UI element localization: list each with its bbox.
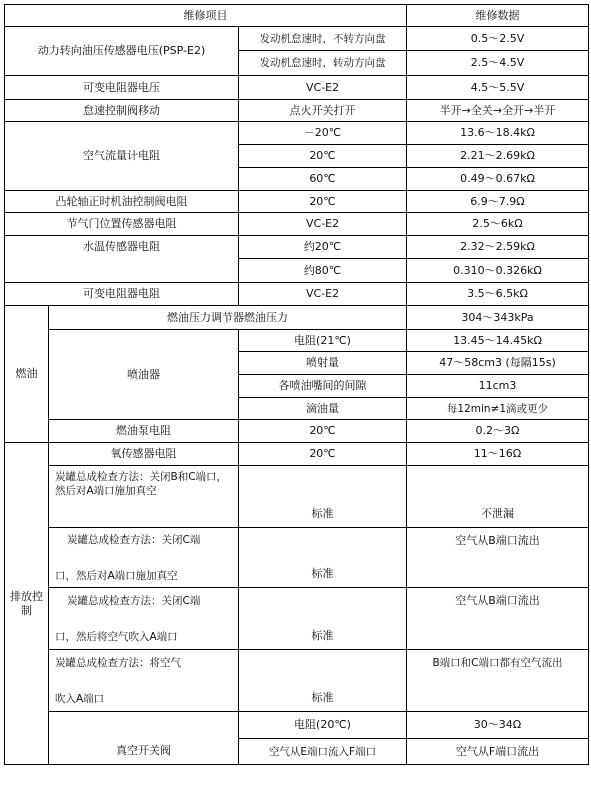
condition-cell: VC-E2 <box>239 283 407 306</box>
header-item: 维修项目 <box>5 5 407 27</box>
condition-cell: 发动机怠速时，不转方向盘 <box>239 27 407 51</box>
group-label-fuel: 燃油 <box>5 306 49 443</box>
value-cell: 半开→全关→全开→半开 <box>407 100 589 122</box>
item-cell: 节气门位置传感器电阻 <box>5 213 239 236</box>
table-row <box>5 650 589 712</box>
canister-check-text <box>49 528 239 588</box>
value-cell: 47～58cm3 (每隔15s) <box>407 352 589 375</box>
condition-cell: 各喷油嘴间的间隙 <box>239 375 407 398</box>
value-cell: 空气从B端口流出 <box>407 588 589 650</box>
value-cell: 空气从B端口流出 <box>407 528 589 588</box>
condition-cell: 20℃ <box>239 191 407 213</box>
condition-cell: 标准 <box>239 588 407 650</box>
table-row <box>5 213 589 236</box>
value-cell: 0.2～3Ω <box>407 420 589 443</box>
canister-check-text <box>49 650 239 712</box>
value-cell: 0.5～2.5V <box>407 27 589 51</box>
table-row <box>5 76 589 100</box>
group-label-emission: 排放控制 <box>5 443 49 765</box>
value-cell: 2.21～2.69kΩ <box>407 145 589 168</box>
item-cell: 怠速控制阀移动 <box>5 100 239 122</box>
value-cell: 2.32～2.59kΩ <box>407 236 589 259</box>
value-cell: 空气从F端口流出 <box>407 739 589 765</box>
canister-check-line-1: 炭罐总成检查方法：关闭C端 <box>67 533 201 546</box>
canister-check-line-2: 吹入A端口 <box>55 692 105 705</box>
table-row <box>5 528 589 588</box>
item-cell: 真空开关阀 <box>49 712 239 765</box>
item-cell: 可变电阻器电压 <box>5 76 239 100</box>
condition-cell: 滴油量 <box>239 398 407 420</box>
value-cell: 13.6～18.4kΩ <box>407 122 589 145</box>
condition-cell: 约20℃ <box>239 236 407 259</box>
value-cell: 11cm3 <box>407 375 589 398</box>
condition-cell: 20℃ <box>239 443 407 466</box>
value-cell: 2.5～6kΩ <box>407 213 589 236</box>
maintenance-spec-table <box>4 4 589 765</box>
canister-check-text: 炭罐总成检查方法：关闭B和C端口，然后对A端口施加真空 <box>49 466 239 528</box>
item-cell: 燃油泵电阻 <box>49 420 239 443</box>
canister-check-line-2: 口，然后对A端口施加真空 <box>55 569 178 582</box>
item-cell: 氧传感器电阻 <box>49 443 239 466</box>
table-row <box>5 420 589 443</box>
value-cell: 11～16Ω <box>407 443 589 466</box>
value-cell: 0.310～0.326kΩ <box>407 259 589 283</box>
value-cell: 304～343kPa <box>407 306 589 330</box>
table-row <box>5 122 589 145</box>
value-cell: 13.45～14.45kΩ <box>407 330 589 352</box>
table-row <box>5 191 589 213</box>
value-cell: 不泄漏 <box>407 466 589 528</box>
value-cell: 3.5～6.5kΩ <box>407 283 589 306</box>
value-cell: B端口和C端口都有空气流出 <box>407 650 589 712</box>
value-cell: 2.5～4.5V <box>407 51 589 76</box>
condition-cell: 60℃ <box>239 168 407 191</box>
item-cell: 燃油压力调节器燃油压力 <box>49 306 407 330</box>
value-cell: 0.49～0.67kΩ <box>407 168 589 191</box>
item-cell: 喷油器 <box>49 330 239 420</box>
condition-cell: 标准 <box>239 650 407 712</box>
table-row <box>5 100 589 122</box>
condition-cell: 约80℃ <box>239 259 407 283</box>
item-cell: 动力转向油压传感器电压(PSP-E2) <box>5 27 239 76</box>
canister-check-line-1: 炭罐总成检查方法：关闭C端 <box>67 594 201 607</box>
item-cell: 空气流量计电阻 <box>5 122 239 191</box>
value-cell: 4.5～5.5V <box>407 76 589 100</box>
table-row <box>5 236 589 259</box>
header-data: 维修数据 <box>407 5 589 27</box>
condition-cell: 电阻(21℃) <box>239 330 407 352</box>
condition-cell: 标准 <box>239 528 407 588</box>
condition-cell: 喷射量 <box>239 352 407 375</box>
condition-cell: VC-E2 <box>239 76 407 100</box>
condition-cell: 电阻(20℃) <box>239 712 407 739</box>
condition-cell: 20℃ <box>239 145 407 168</box>
value-cell: 6.9～7.9Ω <box>407 191 589 213</box>
item-cell: 水温传感器电阻 <box>5 236 239 283</box>
table-row <box>5 443 589 466</box>
canister-check-line-2: 口，然后将空气吹入A端口 <box>55 630 178 643</box>
table-row <box>5 330 589 352</box>
table-row <box>5 283 589 306</box>
condition-cell: 点火开关打开 <box>239 100 407 122</box>
item-cell: 可变电阻器电阻 <box>5 283 239 306</box>
condition-cell: VC-E2 <box>239 213 407 236</box>
value-cell: 每12min≠1滴或更少 <box>407 398 589 420</box>
condition-cell: －20℃ <box>239 122 407 145</box>
table-row <box>5 588 589 650</box>
condition-cell: 标准 <box>239 466 407 528</box>
table-row <box>5 306 589 330</box>
condition-cell: 发动机怠速时，转动方向盘 <box>239 51 407 76</box>
condition-cell: 20℃ <box>239 420 407 443</box>
value-cell: 30～34Ω <box>407 712 589 739</box>
condition-cell: 空气从E端口流入F端口 <box>239 739 407 765</box>
table-row <box>5 466 589 528</box>
table-row <box>5 712 589 739</box>
table-header-row <box>5 5 589 27</box>
canister-check-line-1: 炭罐总成检查方法：将空气 <box>55 656 181 669</box>
item-cell: 凸轮轴正时机油控制阀电阻 <box>5 191 239 213</box>
canister-check-text <box>49 588 239 650</box>
table-row <box>5 27 589 51</box>
